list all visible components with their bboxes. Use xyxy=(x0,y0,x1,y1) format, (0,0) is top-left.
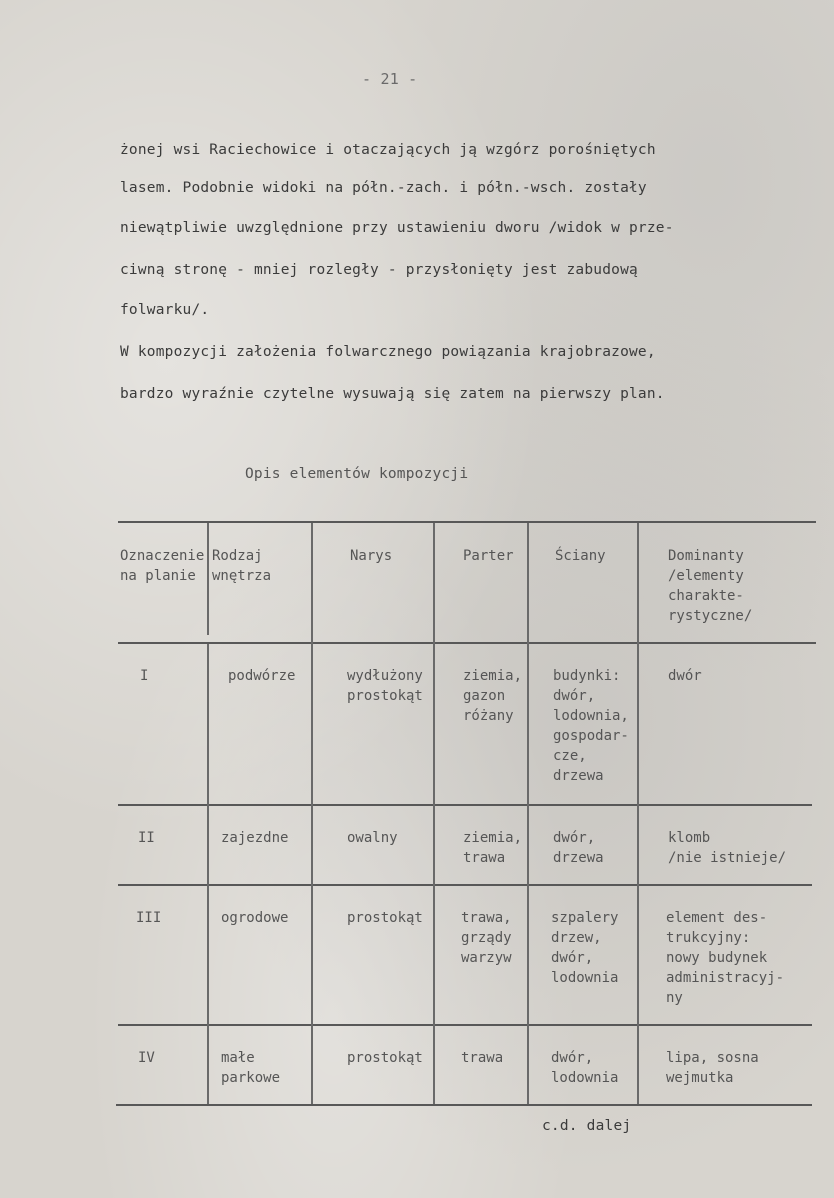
table-cell: zajezdne xyxy=(221,830,289,846)
table-cell: dwór, drzewa xyxy=(553,830,604,866)
table-cell: klomb /nie istnieje/ xyxy=(668,830,787,866)
table-caption: Opis elementów kompozycji xyxy=(245,466,469,482)
table-cell: budynki: dwór, lodownia, gospodar- cze, drzewa xyxy=(553,668,629,784)
table-cell: trawa, grządy warzyw xyxy=(461,910,512,966)
continued-note: c.d. dalej xyxy=(542,1118,632,1134)
body-line: niewątpliwie uwzględnione przy ustawieniu dworu /widok w prze- xyxy=(120,220,674,236)
body-line: lasem. Podobnie widoki na półn.-zach. i półn.-wsch. zostały xyxy=(120,180,647,196)
table-cell: szpalery drzew, dwór, lodownia xyxy=(551,910,619,986)
table-cell: dwór, lodownia xyxy=(551,1050,619,1086)
body-line: W kompozycji założenia folwarcznego powiązania krajobrazowe, xyxy=(120,344,656,360)
table-cell: lipa, sosna wejmutka xyxy=(666,1050,759,1086)
table-header-designation: Oznaczenie na planie xyxy=(120,548,205,584)
table-header-interior-type: Rodzaj wnętrza xyxy=(212,548,272,584)
page-number: - 21 - xyxy=(362,70,418,88)
table-cell: prostokąt xyxy=(347,910,423,926)
table-cell: podwórze xyxy=(228,668,296,684)
table-cell: dwór xyxy=(668,668,702,684)
table-header-outline: Narys xyxy=(350,548,393,564)
table-cell: ogrodowe xyxy=(221,910,289,926)
table-header-dominants: Dominanty /elementy charakte- rystyczne/ xyxy=(668,548,753,624)
table-cell: owalny xyxy=(347,830,398,846)
table-header-ground: Parter xyxy=(463,548,514,564)
table-header-walls: Ściany xyxy=(555,548,606,564)
table-cell: ziemia, trawa xyxy=(463,830,523,866)
table-cell: prostokąt xyxy=(347,1050,423,1066)
table-cell: IV xyxy=(138,1050,155,1066)
body-line: bardzo wyraźnie czytelne wysuwają się zatem na pierwszy plan. xyxy=(120,386,665,402)
table-cell: element des- trukcyjny: nowy budynek administracyj- ny xyxy=(666,910,785,1006)
table-cell: III xyxy=(136,910,162,926)
body-line: żonej wsi Raciechowice i otaczających ją wzgórz porośniętych xyxy=(120,142,656,158)
table-cell: wydłużony prostokąt xyxy=(347,668,423,704)
body-line: ciwną stronę - mniej rozległy - przysłonięty jest zabudową xyxy=(120,262,638,278)
table-cell: małe parkowe xyxy=(221,1050,281,1086)
table-cell: I xyxy=(140,668,149,684)
body-line: folwarku/. xyxy=(120,302,210,318)
table-cell: II xyxy=(138,830,155,846)
table-cell: trawa xyxy=(461,1050,504,1066)
table-cell: ziemia, gazon różany xyxy=(463,668,523,724)
